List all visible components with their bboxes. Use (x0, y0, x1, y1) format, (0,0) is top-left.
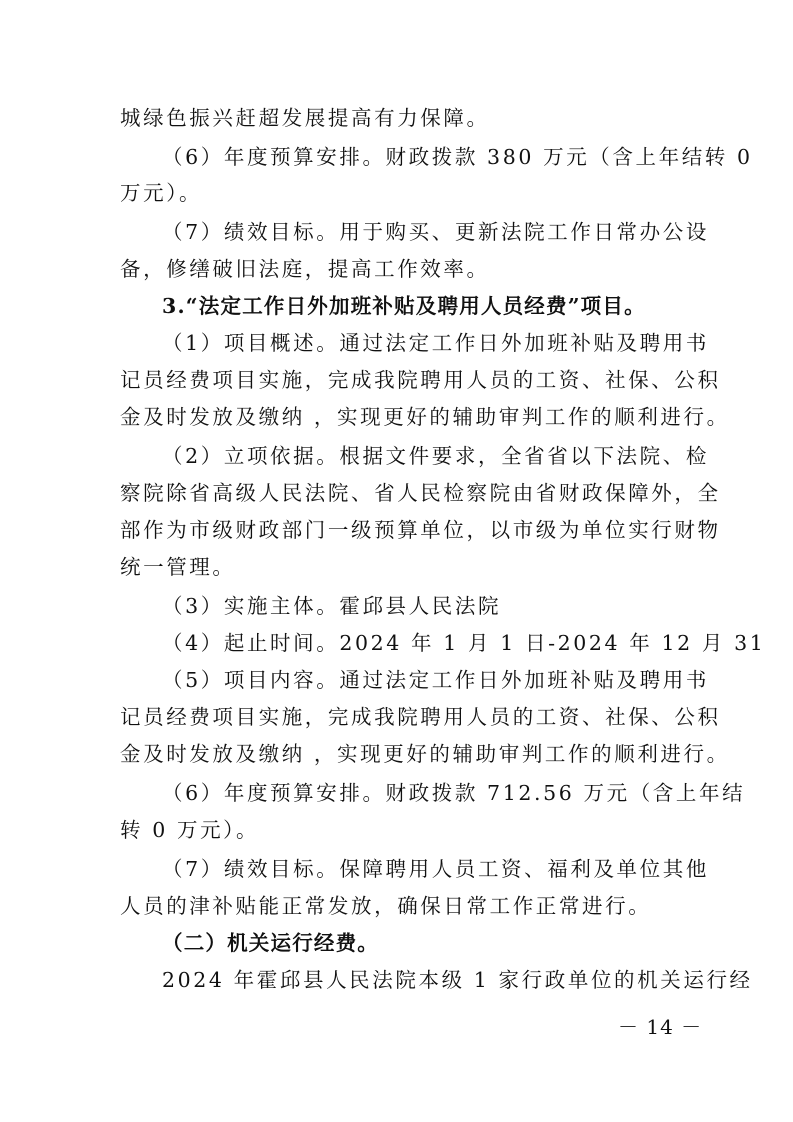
section-heading-3: 3.“法定工作日外加班补贴及聘用人员经费”项目。 (162, 294, 646, 318)
text-line-24: 2024 年霍邱县人民法院本级 1 家行政单位的机关运行经 (162, 968, 753, 992)
text-line-1: 城绿色振兴赶超发展提高有力保障。 (120, 106, 490, 130)
text-line-18: 金及时发放及缴纳 ，实现更好的辅助审判工作的顺利进行。 (120, 742, 730, 766)
text-line-13: 统一管理。 (120, 555, 236, 579)
text-line-12: 部作为市级财政部门一级预算单位，以市级为单位实行财物 (120, 518, 721, 542)
text-line-15: （4）起止时间。2024 年 1 月 1 日-2024 年 12 月 31 (162, 631, 766, 655)
text-line-14: （3）实施主体。霍邱县人民法院 (162, 594, 502, 618)
text-line-10: （2）立项依据。根据文件要求，全省省以下法院、检 (162, 444, 709, 468)
text-line-11: 察院除省高级人民法院、省人民检察院由省财政保障外，全 (120, 481, 721, 505)
text-line-19: （6）年度预算安排。财政拨款 712.56 万元（含上年结 (162, 781, 746, 805)
section-heading-2: （二）机关运行经费。 (162, 931, 379, 955)
text-line-22: 人员的津补贴能正常发放，确保日常工作正常进行。 (120, 894, 652, 918)
text-line-3: 万元）。 (120, 181, 203, 205)
text-line-2: （6）年度预算安排。财政拨款 380 万元（含上年结转 0 (162, 145, 753, 169)
text-line-21: （7）绩效目标。保障聘用人员工资、福利及单位其他 (162, 857, 709, 881)
text-line-17: 记员经费项目实施，完成我院聘用人员的工资、社保、公积 (120, 705, 721, 729)
text-line-8: 记员经费项目实施，完成我院聘用人员的工资、社保、公积 (120, 368, 721, 392)
text-line-20: 转 0 万元）。 (120, 818, 260, 842)
text-line-7: （1）项目概述。通过法定工作日外加班补贴及聘用书 (162, 331, 709, 355)
text-line-16: （5）项目内容。通过法定工作日外加班补贴及聘用书 (162, 668, 709, 692)
text-line-4: （7）绩效目标。用于购买、更新法院工作日常办公设 (162, 220, 709, 244)
text-line-5: 备，修缮破旧法庭，提高工作效率。 (120, 257, 490, 281)
page-number: － 14 － (618, 1015, 703, 1039)
text-line-9: 金及时发放及缴纳 ，实现更好的辅助审判工作的顺利进行。 (120, 405, 730, 429)
